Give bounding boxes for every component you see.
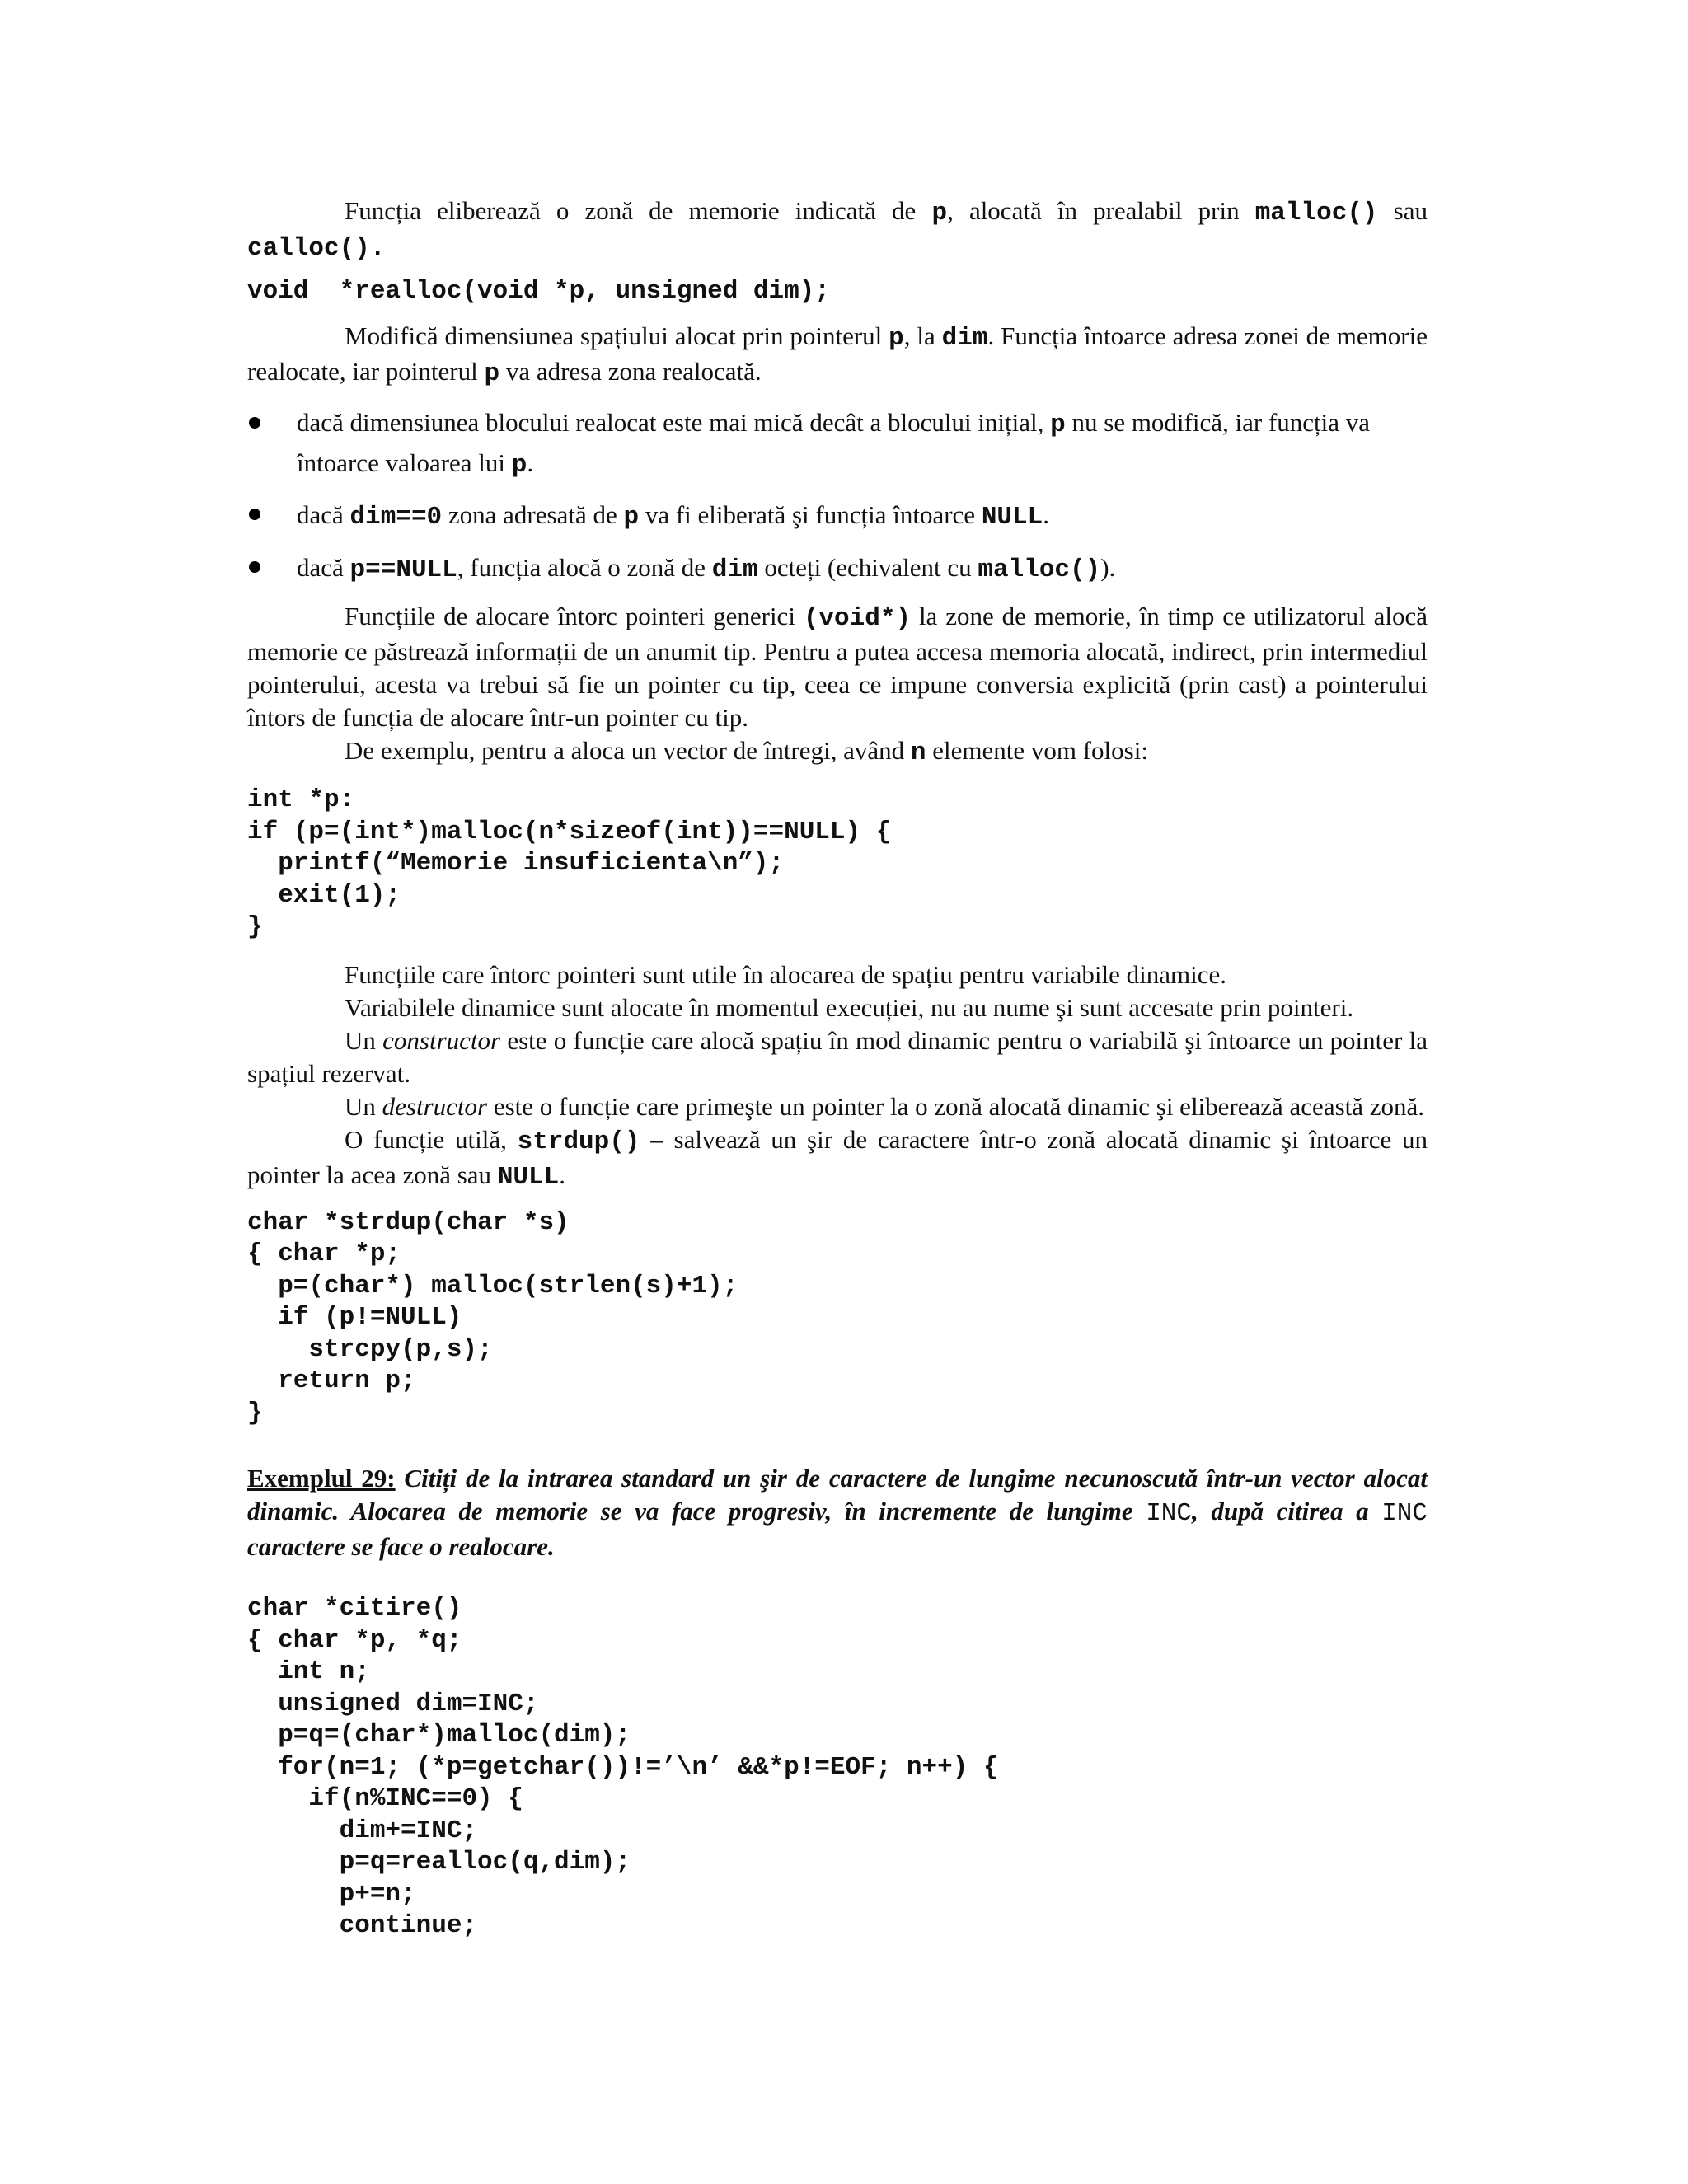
paragraph-free-description: Funcția eliberează o zonă de memorie indicată de p, alocată în prealabil prin malloc() sau calloc(). xyxy=(247,196,1428,263)
paragraph-useful-pointers: Funcțiile care întorc pointeri sunt utile în alocarea de spațiu pentru variabile dinamice. xyxy=(345,959,1226,989)
paragraph-constructor: Un constructor este o funcție care alocă spațiu în mod dinamic pentru o variabilă şi întoarce un pointer la spațiul rezervat. xyxy=(247,1025,1428,1088)
code-p: p xyxy=(931,199,948,227)
paragraph-example-intro: De exemplu, pentru a aloca un vector de întregi, având n elemente vom folosi: xyxy=(345,736,1148,767)
bullet-icon xyxy=(249,561,260,573)
example-29-statement: Exemplul 29: Citiți de la intrarea standard un şir de caractere de lungime necunoscută într-un vector alocat dinamic. Alocarea de memorie se va face progresiv, în incremente de lungime INC, după citirea a INC caractere se face o realocare. xyxy=(247,1464,1428,1561)
code-calloc: calloc() xyxy=(247,234,370,263)
list-item: dacă dimensiunea blocului realocat este mai mică decât a blocului inițial, p nu se modifică, iar funcția va întoarce valoarea lui p. xyxy=(247,404,1428,485)
bullet-icon xyxy=(249,509,260,520)
code-block-strdup: char *strdup(char *s) { char *p; p=(char*) malloc(strlen(s)+1); if (p!=NULL) strcpy(p,s); return p; } xyxy=(247,1207,738,1427)
code-block-malloc-example: int *p: if (p=(int*)malloc(n*sizeof(int))==NULL) { printf(“Memorie insuficienta\n”); exit(1); } xyxy=(247,785,892,941)
example-title: Exemplul 29: xyxy=(247,1464,396,1493)
paragraph-generic-pointers: Funcțiile de alocare întorc pointeri generici (void*) la zone de memorie, în timp ce utilizatorul alocă memorie ce păstrează informații de un anumit tip. Pentru a putea accesa memoria alocată, indirect, prin intermediul pointerului, acesta va trebui să fie un pointer cu tip, ceea ce impune conversia explicită (prin cast) a pointerului întors de funcția de alocare într-un pointer cu tip. xyxy=(247,602,1428,732)
paragraph-destructor: Un destructor este o funcție care primeşte un pointer la o zonă alocată dinamic şi eliberează această zonă. xyxy=(345,1091,1425,1121)
code-malloc: malloc() xyxy=(1254,199,1378,227)
realloc-signature: void *realloc(void *p, unsigned dim); xyxy=(247,277,830,306)
document-page xyxy=(247,194,1428,1943)
list-item: dacă dim==0 zona adresată de p va fi eliberată şi funcția întoarce NULL. xyxy=(247,499,1428,534)
realloc-rules-list xyxy=(247,404,1428,587)
paragraph-dynamic-variables: Variabilele dinamice sunt alocate în momentul execuției, nu au nume şi sunt accesate prin pointeri. xyxy=(345,992,1354,1022)
list-item: dacă p==NULL, funcția alocă o zonă de dim octeți (echivalent cu malloc()). xyxy=(247,551,1428,587)
code-block-citire: char *citire() { char *p, *q; int n; unsigned dim=INC; p=q=(char*)malloc(dim); for(n=1; (*p=getchar())!=’\n’ &&*p!=EOF; n++) { if(n%INC==0) { dim+=INC; p=q=realloc(q,dim); p+=n; continue; xyxy=(247,1594,999,1940)
paragraph-realloc-description: Modifică dimensiunea spațiului alocat prin pointerul p, la dim. Funcția întoarce adresa zonei de memorie realocate, iar pointerul p va adresa zona realocată. xyxy=(247,321,1428,388)
bullet-icon xyxy=(249,417,260,429)
paragraph-strdup: O funcție utilă, strdup() – salvează un şir de caractere într-o zonă alocată dinamic şi întoarce un pointer la acea zonă sau NULL. xyxy=(247,1124,1428,1192)
